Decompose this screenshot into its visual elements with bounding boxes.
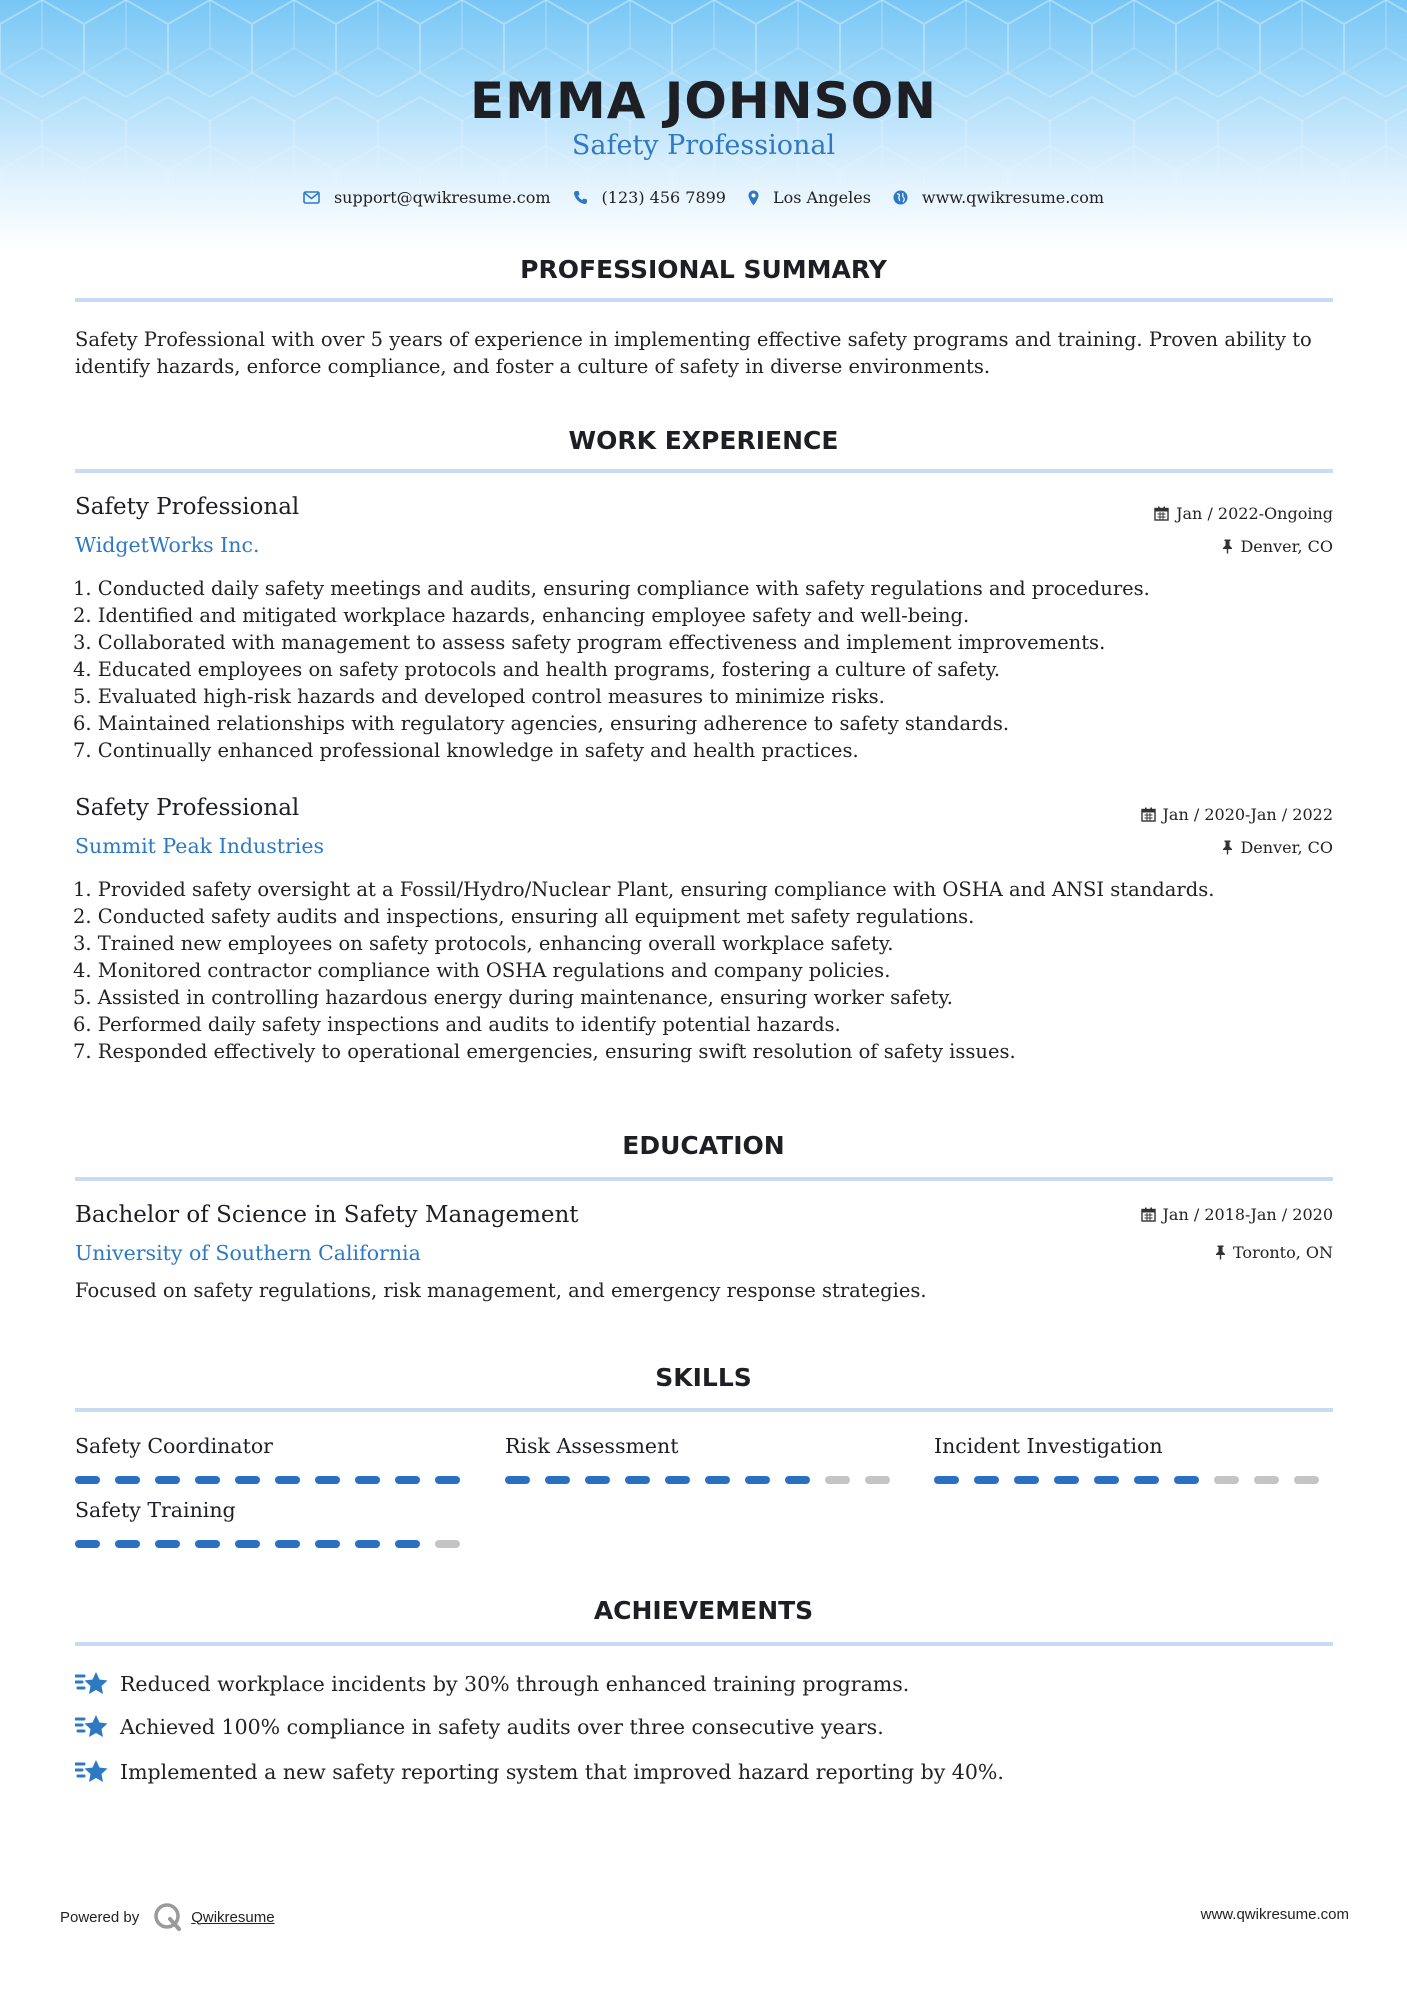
skill-dot-filled (974, 1476, 999, 1484)
job-2-location (1222, 838, 1333, 857)
achievement-text: Achieved 100% compliance in safety audits over three consecutive years. (120, 1715, 884, 1739)
candidate-role: Safety Professional (571, 130, 836, 161)
envelope-icon (303, 191, 320, 204)
skill-dot-empty (825, 1476, 850, 1484)
skill-dot-filled (1014, 1476, 1039, 1484)
calendar-icon (1141, 1207, 1156, 1222)
summary-heading: PROFESSIONAL SUMMARY (520, 255, 887, 284)
skill-dot-filled (705, 1476, 730, 1484)
skill-name: Safety Training (75, 1498, 236, 1522)
education-location-text: Toronto, ON (1233, 1243, 1333, 1262)
job-1-dates-text: Jan / 2022-Ongoing (1176, 504, 1333, 523)
skill-dot-filled (1134, 1476, 1159, 1484)
job-2-bullets (73, 876, 1323, 1065)
list-item: 2. Identified and mitigated workplace hazards, enhancing employee safety and well-being. (73, 604, 970, 627)
powered-by-label: Powered by (60, 1908, 140, 1926)
achievements-divider (75, 1642, 1333, 1646)
skill-dot-filled (395, 1476, 420, 1484)
experience-divider (75, 469, 1333, 473)
phone-icon (573, 190, 588, 205)
skills-divider (75, 1408, 1333, 1412)
skill-safety-coordinator (75, 1434, 475, 1484)
achievement-item (75, 1713, 884, 1741)
skill-dot-filled (275, 1476, 300, 1484)
skill-name: Risk Assessment (505, 1434, 679, 1458)
skill-rating (75, 1540, 475, 1548)
skill-dot-filled (235, 1476, 260, 1484)
skill-dot-empty (1214, 1476, 1239, 1484)
skill-dot-filled (505, 1476, 530, 1484)
skill-dot-filled (355, 1540, 380, 1548)
skill-rating (934, 1476, 1334, 1484)
job-2-dates-text: Jan / 2020-Jan / 2022 (1162, 805, 1333, 824)
list-item: 3. Collaborated with management to assess safety program effectiveness and implement improvements. (73, 631, 1106, 654)
skill-dot-filled (435, 1476, 460, 1484)
list-item: 3. Trained new employees on safety protocols, enhancing overall workplace safety. (73, 932, 894, 955)
skill-dot-empty (1254, 1476, 1279, 1484)
job-2-location-text: Denver, CO (1240, 838, 1333, 857)
star-icon (75, 1713, 108, 1741)
education-degree: Bachelor of Science in Safety Management (75, 1202, 579, 1228)
education-heading: EDUCATION (622, 1131, 785, 1160)
skill-dot-filled (155, 1476, 180, 1484)
job-1-title: Safety Professional (75, 494, 300, 520)
qwikresume-logo-icon (153, 1902, 183, 1932)
skill-dot-filled (275, 1540, 300, 1548)
skill-dot-filled (625, 1476, 650, 1484)
skill-rating (505, 1476, 905, 1484)
list-item: 7. Continually enhanced professional knowledge in safety and health practices. (73, 739, 859, 762)
list-item: 6. Maintained relationships with regulatory agencies, ensuring adherence to safety standards. (73, 712, 1010, 735)
education-description: Focused on safety regulations, risk management, and emergency response strategies. (75, 1279, 927, 1302)
map-marker-icon (748, 190, 759, 206)
candidate-name: EMMA JOHNSON (470, 72, 937, 130)
skill-dot-filled (115, 1540, 140, 1548)
skill-incident-investigation (934, 1434, 1334, 1484)
skill-name: Safety Coordinator (75, 1434, 273, 1458)
skill-dot-filled (115, 1476, 140, 1484)
skill-dot-filled (395, 1540, 420, 1548)
education-school: University of Southern California (75, 1241, 421, 1265)
skill-dot-filled (75, 1540, 100, 1548)
skill-dot-filled (315, 1540, 340, 1548)
skill-dot-filled (355, 1476, 380, 1484)
contact-website[interactable] (893, 188, 1104, 207)
list-item: 5. Assisted in controlling hazardous energy during maintenance, ensuring worker safety. (73, 986, 953, 1009)
skill-dot-filled (934, 1476, 959, 1484)
star-icon (75, 1670, 108, 1698)
skill-dot-filled (315, 1476, 340, 1484)
summary-text: Safety Professional with over 5 years of experience in implementing effective safety programs and training. Proven ability to identify hazards, enforce compliance, and foster a culture of safety in diverse environments. (75, 328, 1312, 378)
skill-dot-filled (75, 1476, 100, 1484)
list-item: 1. Conducted daily safety meetings and audits, ensuring compliance with safety regulations and procedures. (73, 577, 1150, 600)
website-text: www.qwikresume.com (921, 188, 1105, 207)
footer-powered-by (60, 1902, 275, 1932)
job-2-title: Safety Professional (75, 795, 300, 821)
calendar-icon (1141, 807, 1156, 822)
contact-location (748, 188, 871, 207)
pushpin-icon (1222, 840, 1233, 855)
contact-bar (0, 188, 1407, 207)
education-dates-text: Jan / 2018-Jan / 2020 (1162, 1205, 1333, 1224)
skill-dot-filled (665, 1476, 690, 1484)
skill-dot-filled (745, 1476, 770, 1484)
skill-dot-filled (1054, 1476, 1079, 1484)
skill-rating (75, 1476, 475, 1484)
job-2-dates (1141, 805, 1333, 824)
skill-dot-empty (435, 1540, 460, 1548)
list-item: 4. Educated employees on safety protocols and health programs, fostering a culture of safety. (73, 658, 1001, 681)
summary-divider (75, 298, 1333, 302)
job-1-dates (1154, 504, 1333, 523)
job-1-location (1222, 537, 1333, 556)
education-divider (75, 1177, 1333, 1181)
phone-text: (123) 456 7899 (601, 188, 726, 207)
skill-dot-filled (155, 1540, 180, 1548)
skill-dot-filled (585, 1476, 610, 1484)
job-1-company: WidgetWorks Inc. (75, 533, 260, 557)
skill-dot-filled (1174, 1476, 1199, 1484)
skill-dot-empty (865, 1476, 890, 1484)
footer-website[interactable]: www.qwikresume.com (1200, 1906, 1349, 1923)
list-item: 5. Evaluated high-risk hazards and developed control measures to minimize risks. (73, 685, 885, 708)
pushpin-icon (1222, 539, 1233, 554)
skill-risk-assessment (505, 1434, 905, 1484)
globe-icon (893, 190, 908, 205)
qwikresume-link[interactable]: Qwikresume (191, 1908, 275, 1926)
skill-dot-empty (1294, 1476, 1319, 1484)
education-location (1215, 1243, 1333, 1262)
skill-dot-filled (1094, 1476, 1119, 1484)
star-icon (75, 1758, 108, 1786)
education-dates (1141, 1205, 1333, 1224)
list-item: 1. Provided safety oversight at a Fossil/Hydro/Nuclear Plant, ensuring compliance with OSHA and ANSI standards. (73, 878, 1215, 901)
pushpin-icon (1215, 1245, 1226, 1260)
list-item: 7. Responded effectively to operational emergencies, ensuring swift resolution of safety issues. (73, 1040, 1016, 1063)
location-text: Los Angeles (772, 188, 871, 207)
skill-dot-filled (195, 1540, 220, 1548)
list-item: 6. Performed daily safety inspections and audits to identify potential hazards. (73, 1013, 841, 1036)
contact-email[interactable] (303, 188, 551, 207)
list-item: 2. Conducted safety audits and inspections, ensuring all equipment met safety regulations. (73, 905, 975, 928)
achievement-item (75, 1758, 1004, 1786)
achievement-item (75, 1670, 909, 1698)
job-1-bullets (73, 575, 1323, 764)
skill-safety-training (75, 1498, 475, 1548)
calendar-icon (1154, 506, 1169, 521)
skill-name: Incident Investigation (934, 1434, 1163, 1458)
contact-phone[interactable] (573, 188, 726, 207)
skill-dot-filled (235, 1540, 260, 1548)
achievement-text: Implemented a new safety reporting system that improved hazard reporting by 40%. (120, 1760, 1004, 1784)
email-text: support@qwikresume.com (333, 188, 551, 207)
skill-dot-filled (545, 1476, 570, 1484)
skill-dot-filled (195, 1476, 220, 1484)
experience-heading: WORK EXPERIENCE (568, 426, 839, 455)
achievement-text: Reduced workplace incidents by 30% through enhanced training programs. (120, 1672, 910, 1696)
job-1-location-text: Denver, CO (1240, 537, 1333, 556)
skills-heading: SKILLS (655, 1363, 752, 1392)
achievements-heading: ACHIEVEMENTS (593, 1596, 814, 1625)
skill-dot-filled (785, 1476, 810, 1484)
list-item: 4. Monitored contractor compliance with OSHA regulations and company policies. (73, 959, 891, 982)
job-2-company: Summit Peak Industries (75, 834, 324, 858)
